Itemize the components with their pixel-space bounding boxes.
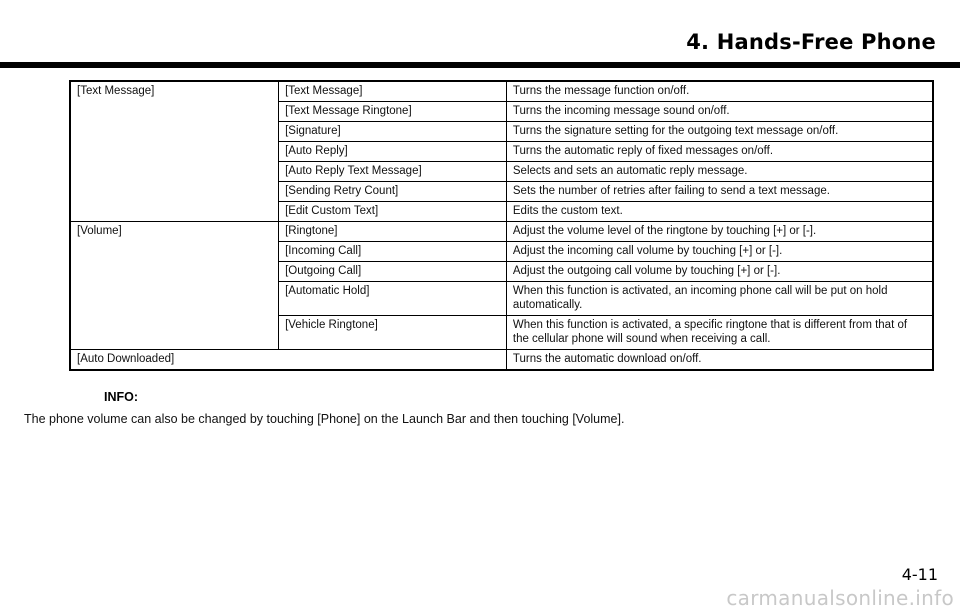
table-cell-desc: Adjust the volume level of the ringtone by touching [+] or [-]. [506, 222, 933, 242]
table-cell-desc: Selects and sets an automatic reply message. [506, 162, 933, 182]
table-row [70, 202, 933, 222]
table-cell-item: [Automatic Hold] [279, 282, 507, 316]
table-row [70, 81, 933, 102]
table-row [70, 262, 933, 282]
table-cell-group [70, 242, 279, 262]
table-cell-desc: Adjust the outgoing call volume by touching [+] or [-]. [506, 262, 933, 282]
table-cell-item: [Signature] [279, 122, 507, 142]
info-text: The phone volume can also be changed by touching [Phone] on the Launch Bar and then touching [Volume]. [24, 412, 625, 426]
table-cell-item: [Vehicle Ringtone] [279, 316, 507, 350]
table-cell-group [70, 182, 279, 202]
table-cell-group [70, 162, 279, 182]
info-label: INFO: [104, 390, 139, 404]
table-row [70, 142, 933, 162]
table-cell-desc: Edits the custom text. [506, 202, 933, 222]
table-cell-item: [Sending Retry Count] [279, 182, 507, 202]
table-cell-group: [Auto Downloaded] [70, 350, 506, 371]
table-cell-group [70, 316, 279, 350]
table-cell-item: [Text Message Ringtone] [279, 102, 507, 122]
table-cell-group [70, 122, 279, 142]
table-cell-group: [Volume] [70, 222, 279, 242]
table-cell-group [70, 202, 279, 222]
table-cell-item: [Auto Reply] [279, 142, 507, 162]
table-cell-desc: Sets the number of retries after failing to send a text message. [506, 182, 933, 202]
table-cell-group [70, 282, 279, 316]
table-cell-desc: Turns the message function on/off. [506, 81, 933, 102]
table-cell-item: [Ringtone] [279, 222, 507, 242]
table-cell-desc: Turns the automatic reply of fixed messages on/off. [506, 142, 933, 162]
table-row [70, 222, 933, 242]
table-cell-item: [Auto Reply Text Message] [279, 162, 507, 182]
table-row [70, 102, 933, 122]
table-row [70, 242, 933, 262]
table-cell-item: [Outgoing Call] [279, 262, 507, 282]
watermark: carmanualsonline.info [726, 586, 954, 610]
table-row [70, 282, 933, 316]
table-cell-group [70, 102, 279, 122]
table-cell-item: [Text Message] [279, 81, 507, 102]
table-row [70, 162, 933, 182]
table-cell-group [70, 142, 279, 162]
table-cell-item: [Edit Custom Text] [279, 202, 507, 222]
table-cell-item: [Incoming Call] [279, 242, 507, 262]
table-cell-desc: Turns the automatic download on/off. [506, 350, 933, 371]
page-number: 4-11 [901, 565, 938, 584]
table-cell-group: [Text Message] [70, 81, 279, 102]
table-row [70, 182, 933, 202]
table-cell-desc: When this function is activated, an incoming phone call will be put on hold automatically. [506, 282, 933, 316]
table-cell-group [70, 262, 279, 282]
table-cell-desc: Turns the signature setting for the outgoing text message on/off. [506, 122, 933, 142]
section-title: 4. Hands-Free Phone [686, 30, 936, 54]
table-row [70, 350, 933, 371]
table-cell-desc: Adjust the incoming call volume by touching [+] or [-]. [506, 242, 933, 262]
header-rule [0, 62, 960, 68]
settings-table [69, 80, 934, 371]
table-cell-desc: When this function is activated, a specific ringtone that is different from that of the cellular phone will sound when receiving a call. [506, 316, 933, 350]
table-row [70, 316, 933, 350]
table-row [70, 122, 933, 142]
table-cell-desc: Turns the incoming message sound on/off. [506, 102, 933, 122]
